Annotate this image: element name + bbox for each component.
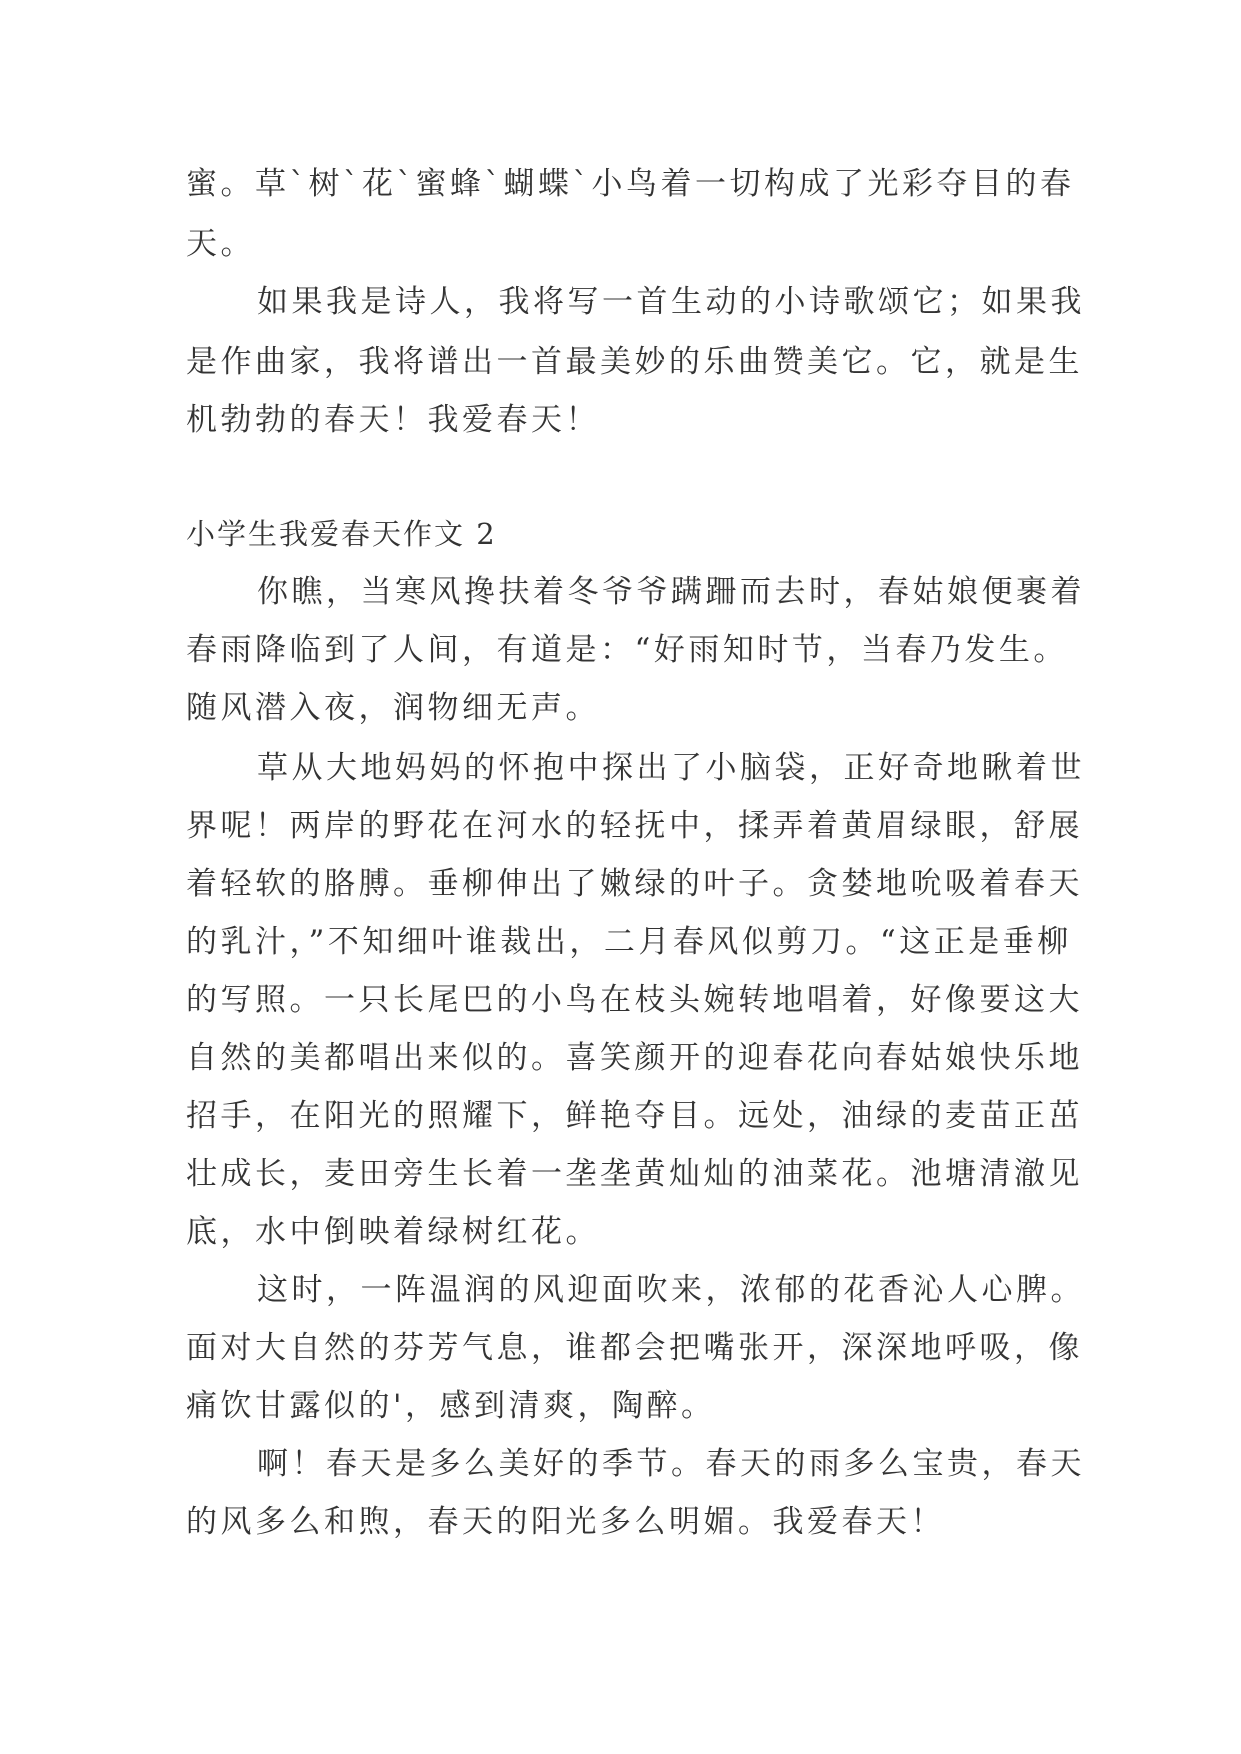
text-line: 的写照。一只长尾巴的小鸟在枝头婉转地唱着，好像要这大 (186, 982, 1083, 1018)
text-line: 面对大自然的芬芳气息，谁都会把嘴张开，深深地呼吸，像 (186, 1330, 1083, 1366)
text-line: 春雨降临到了人间，有道是：“好雨知时节，当春乃发生。 (186, 632, 1068, 668)
text-line: 蜜。草`树`花`蜜蜂`蝴蝶`小鸟着一切构成了光彩夺目的春 (186, 166, 1075, 202)
text-line: 自然的美都唱出来似的。喜笑颜开的迎春花向春姑娘快乐地 (186, 1040, 1083, 1076)
essay-title: 小学生我爱春天作文 2 (186, 517, 497, 551)
text-line: 底，水中倒映着绿树红花。 (186, 1214, 600, 1250)
paragraph-first-line: 如果我是诗人，我将写一首生动的小诗歌颂它；如果我 (257, 284, 1085, 320)
text-line: 壮成长，麦田旁生长着一垄垄黄灿灿的油菜花。池塘清澈见 (186, 1156, 1083, 1192)
paragraph-first-line: 草从大地妈妈的怀抱中探出了小脑袋，正好奇地瞅着世 (257, 750, 1085, 786)
text-line: 痛饮甘露似的'，感到清爽，陶醉。 (186, 1388, 716, 1424)
paragraph-first-line: 你瞧，当寒风搀扶着冬爷爷蹒跚而去时，春姑娘便裹着 (257, 574, 1085, 610)
paragraph-first-line: 啊！春天是多么美好的季节。春天的雨多么宝贵，春天 (257, 1446, 1085, 1482)
text-line: 随风潜入夜，润物细无声。 (186, 690, 600, 726)
paragraph-first-line: 这时，一阵温润的风迎面吹来，浓郁的花香沁人心脾。 (257, 1272, 1085, 1308)
text-line: 招手，在阳光的照耀下，鲜艳夺目。远处，油绿的麦苗正茁 (186, 1098, 1083, 1134)
text-line: 着轻软的胳膊。垂柳伸出了嫩绿的叶子。贪婪地吮吸着春天 (186, 866, 1083, 902)
text-line: 是作曲家，我将谱出一首最美妙的乐曲赞美它。它，就是生 (186, 344, 1083, 380)
text-line: 机勃勃的春天！我爱春天！ (186, 402, 600, 438)
text-line: 界呢！两岸的野花在河水的轻抚中，揉弄着黄眉绿眼，舒展 (186, 808, 1083, 844)
text-line: 的风多么和煦，春天的阳光多么明媚。我爱春天！ (186, 1504, 945, 1540)
text-line: 天。 (186, 226, 255, 262)
text-line: 的乳汁，”不知细叶谁裁出，二月春风似剪刀。“这正是垂柳 (186, 924, 1072, 960)
